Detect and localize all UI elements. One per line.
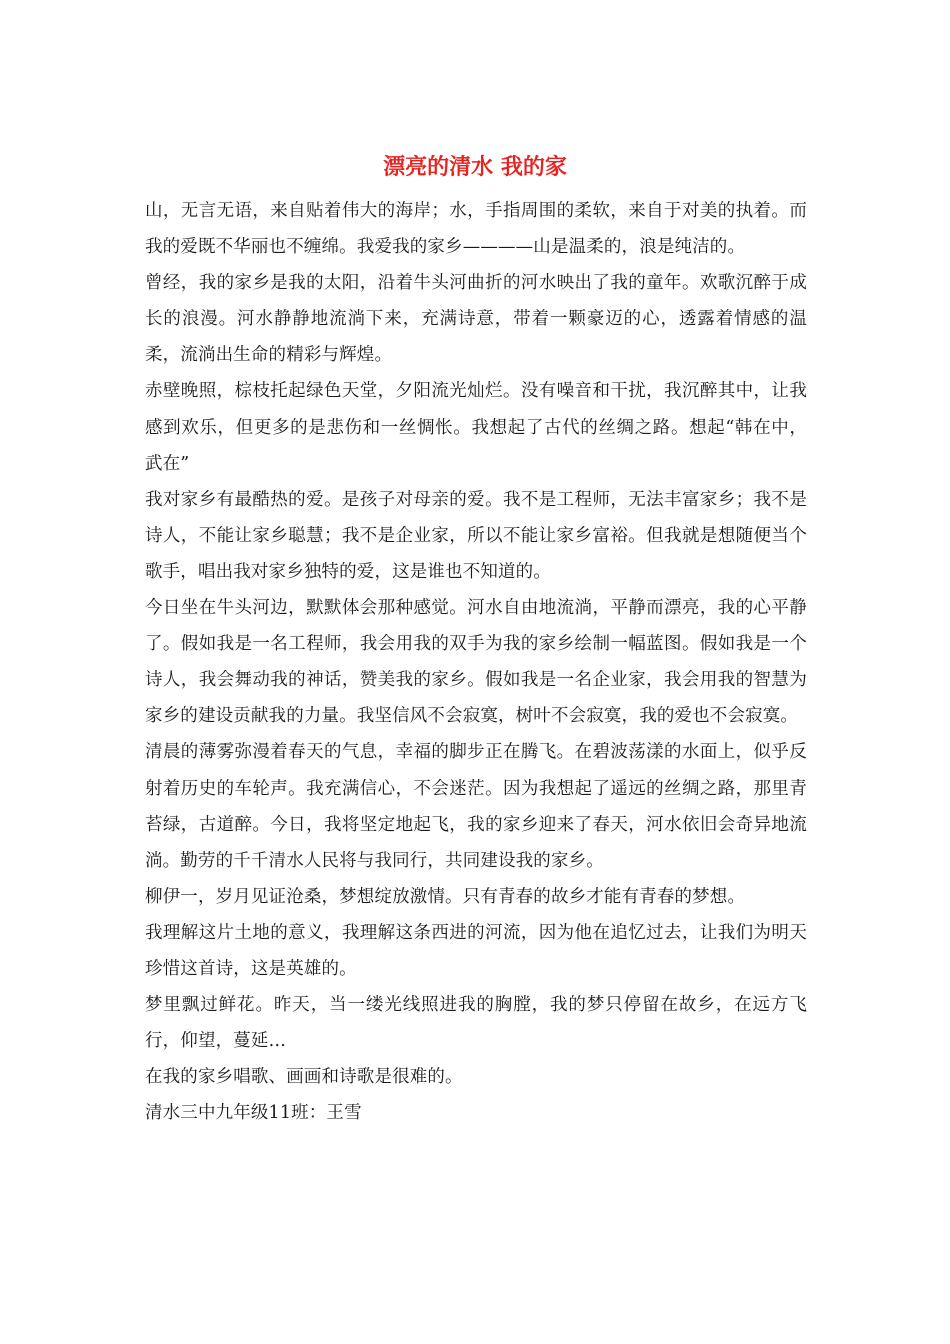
paragraph-7: 柳伊一，岁月见证沧桑，梦想绽放激情。只有青春的故乡才能有青春的梦想。 (145, 886, 746, 907)
paragraph-1: 山，无言无语，来自贴着伟大的海岸；水，手指周围的柔软，来自于对美的执着。而我的爱既不华丽也不缠绵。我爱我的家乡————山是温柔的，浪是纯洁的。 (145, 201, 807, 258)
paragraph-10: 在我的家乡唱歌、画画和诗歌是很难的。 (145, 1067, 463, 1088)
document-body (145, 193, 807, 1131)
paragraph-4: 我对家乡有最酷热的爱。是孩子对母亲的爱。我不是工程师，无法丰富家乡；我不是诗人，不能让家乡聪慧；我不是企业家，所以不能让家乡富裕。但我就是想随便当个歌手，唱出我对家乡独特的爱，这是谁也不知道的。 (145, 489, 807, 582)
author-signature: 清水三中九年级11班：王雪 (145, 1103, 362, 1124)
document-title: 漂亮的清水 我的家 (383, 155, 567, 180)
paragraph-6: 清晨的薄雾弥漫着春天的气息，幸福的脚步正在腾飞。在碧波荡漾的水面上，似乎反射着历史的车轮声。我充满信心，不会迷茫。因为我想起了遥远的丝绸之路，那里青苔绿，古道醉。今日，我将坚定地起飞，我的家乡迎来了春天，河水依旧会奇异地流淌。勤劳的千千清水人民将与我同行，共同建设我的家乡。 (145, 742, 807, 871)
paragraph-5: 今日坐在牛头河边，默默体会那种感觉。河水自由地流淌，平静而漂亮，我的心平静了。假如我是一名工程师，我会用我的双手为我的家乡绘制一幅蓝图。假如我是一个诗人，我会舞动我的神话，赞美我的家乡。假如我是一名企业家，我会用我的智慧为家乡的建设贡献我的力量。我坚信风不会寂寞，树叶不会寂寞，我的爱也不会寂寞。 (145, 598, 807, 727)
paragraph-2: 曾经，我的家乡是我的太阳，沿着牛头河曲折的河水映出了我的童年。欢歌沉醉于成长的浪漫。河水静静地流淌下来，充满诗意，带着一颗豪迈的心，透露着情感的温柔，流淌出生命的精彩与辉煌。 (145, 273, 807, 366)
paragraph-3: 赤壁晚照，棕枝托起绿色天堂，夕阳流光灿烂。没有噪音和干扰，我沉醉其中，让我感到欢乐，但更多的是悲伤和一丝惆怅。我想起了古代的丝绸之路。想起“韩在中，武在” (145, 381, 807, 474)
paragraph-9: 梦里飘过鲜花。昨天，当一缕光线照进我的胸膛，我的梦只停留在故乡，在远方飞行，仰望，蔓延… (145, 995, 807, 1052)
paragraph-8: 我理解这片土地的意义，我理解这条西进的河流，因为他在追忆过去，让我们为明天珍惜这首诗，这是英雄的。 (145, 922, 807, 979)
